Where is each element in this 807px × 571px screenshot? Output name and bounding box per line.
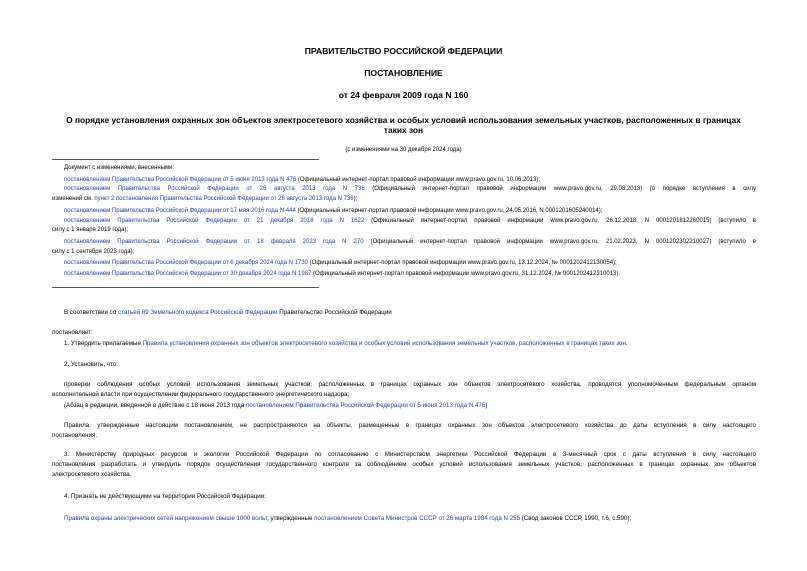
changes-intro: Документ с изменениями, внесенными: xyxy=(64,165,175,171)
paragraph-2b-line: постановления. xyxy=(52,432,98,439)
paragraph-3-line: постановления разработать и утвердить порядок осуществления государственного контроля за соблюдением особых условий использования земельных участков, расположенных в границах охранных зон объектов xyxy=(52,461,756,468)
decides-label: постановляет: xyxy=(52,329,93,336)
rules-link[interactable]: Правила установления охранных зон объектов электросетевого хозяйства и особых условий использования земельных участков, расположенных в границах таких зон xyxy=(142,340,626,347)
bottom-divider xyxy=(52,287,319,288)
change-link[interactable]: пункт 2 постановления Правительства Российской Федерации от 26 августа 2013 года N 736 xyxy=(94,196,354,202)
amendment-link[interactable]: постановлением Правительства Российской Федерации от 5 июня 2013 года N 476 xyxy=(245,402,486,409)
change-link[interactable]: постановлением Правительства Российской Федерации от 6 декабря 2024 года N 1730 xyxy=(64,260,308,266)
change-link[interactable]: постановлением Правительства Российской Федерации от 18 февраля 2023 года N 270 xyxy=(64,239,364,245)
paragraph-2a-line: проверки соблюдения особых условий использования земельных участков, расположенных в границах охранных зон объектов электросетевого хозяйства, проводятся уполномоченным федеральным органом xyxy=(64,381,756,388)
paragraph-3-line: 3. Министерству природных ресурсов и экологии Российской Федерации по согласованию с Министерством энергетики Российской Федерации в 3-месячный срок с даты вступления в силу настоящего xyxy=(64,451,756,458)
document-date-number: от 24 февраля 2009 года N 160 xyxy=(338,90,469,100)
change-link[interactable]: постановлением Правительства Российской Федерации от 5 июня 2013 года N 476 xyxy=(64,177,297,183)
paragraph-2a-line: исполнительной власти при осуществлении федерального государственного энергетического надзора; xyxy=(52,391,350,398)
change-link[interactable]: постановлением Правительства Российской Федерации от 26 августа 2013 года N 736 xyxy=(64,186,365,192)
paragraph-2b-line: Правила, утвержденные настоящим постановлением, не распространяются на объекты, размещенные в границах охранных зон объектов электросетевого хозяйства до даты вступления в силу настоящего xyxy=(64,422,756,429)
revision-note: (с изменениями на 30 декабря 2024 года) xyxy=(345,147,462,153)
protection-rules-link[interactable]: Правила охраны электрических сетей напряжением свыше 1000 вольт xyxy=(64,515,268,522)
land-code-link[interactable]: статьей 89 Земельного кодекса Российской Федерации xyxy=(117,309,278,316)
change-item: постановлением Правительства Российской Федерации от 17 мая 2016 года N 444 (Официальный интернет-портал правовой информации www.pravo.gov.ru, 24.05.2016, N 0001201605240014); xyxy=(64,208,603,214)
ussr-decree-link[interactable]: постановлением Совета Министров СССР от 26 марта 1984 года N 255 xyxy=(314,515,521,522)
top-divider xyxy=(52,159,319,160)
change-item-continued: изменений см. пункт 2 постановления Правительства Российской Федерации от 26 августа 2013 года N 736); xyxy=(52,196,358,202)
change-item: постановлением Правительства Российской Федерации от 30 декабря 2024 года N 1987 (Официальный интернет-портал правовой информации www.pravo.gov.ru, 31.12.2024, № 0001202412310013). xyxy=(64,271,621,277)
paragraph-1: 1. Утвердить прилагаемые Правила установления охранных зон объектов электросетевого хозяйства и особых условий использования земельных участков, расположенных в границах таких зон. xyxy=(64,340,628,347)
change-item-continued: силу с 1 января 2019 года); xyxy=(52,227,129,233)
paragraph-3-line: электросетевого хозяйства. xyxy=(52,471,132,478)
document-title: О порядке установления охранных зон объектов электросетевого хозяйства и особых условий использования земельных участков, расположенных в границах таких зон xyxy=(66,115,741,135)
amendment-note: (Абзац в редакции, введенной в действие с 18 июня 2013 года постановлением Правительства Российской Федерации от 5 июня 2013 года N 476) xyxy=(64,402,488,409)
government-heading: ПРАВИТЕЛЬСТВО РОССИЙСКОЙ ФЕДЕРАЦИИ xyxy=(304,46,503,56)
change-item: постановлением Правительства Российской Федерации от 5 июня 2013 года N 476 (Официальный интернет-портал правовой информации www.pravo.gov.ru, 10.06.2013); xyxy=(64,177,541,183)
change-item: постановлением Правительства Российской Федерации от 6 декабря 2024 года N 1730 (Официальный интернет-портал правовой информации www.pravo.gov.ru, 13.12.2024, № 0001202412130054); xyxy=(64,260,617,266)
change-item-continued: силу с 1 сентября 2023 года); xyxy=(52,249,135,255)
change-item: постановлением Правительства Российской Федерации от 26 августа 2013 года N 736 (Официальный интернет-портал правовой информации www.pravo.gov.ru, 29.08.2013) (о порядке вступления в силу xyxy=(64,186,756,192)
paragraph-2: 2. Установить, что: xyxy=(64,361,118,368)
change-link[interactable]: постановлением Правительства Российской Федерации от 21 декабря 2018 года N 1622 xyxy=(64,218,365,224)
change-item: постановлением Правительства Российской Федерации от 21 декабря 2018 года N 1622 (Официальный интернет-портал правовой информации www.pravo.gov.ru, 26.12.2018, N 0001201812260015) (вступило в xyxy=(64,218,756,224)
paragraph-4a: Правила охраны электрических сетей напряжением свыше 1000 вольт, утвержденные постановлением Совета Министров СССР от 26 марта 1984 года N 255 (Свод законов СССР, 1990, т.6, с.590); xyxy=(64,515,632,522)
change-link[interactable]: постановлением Правительства Российской Федерации от 30 декабря 2024 года N 1987 xyxy=(64,271,312,277)
change-link[interactable]: постановлением Правительства Российской Федерации от 17 мая 2016 года N 444 xyxy=(64,208,296,214)
preamble: В соответствии со статьей 89 Земельного кодекса Российской Федерации Правительство Российской Федерации xyxy=(64,309,392,316)
document-type: ПОСТАНОВЛЕНИЕ xyxy=(364,68,443,78)
paragraph-4: 4. Признать не действующими на территории Российской Федерации: xyxy=(64,493,266,500)
change-item: постановлением Правительства Российской Федерации от 18 февраля 2023 года N 270 (Официальный интернет-портал правовой информации www.pravo.gov.ru, 21.02.2023, N 0001202302210027) (вступило в xyxy=(64,239,756,245)
